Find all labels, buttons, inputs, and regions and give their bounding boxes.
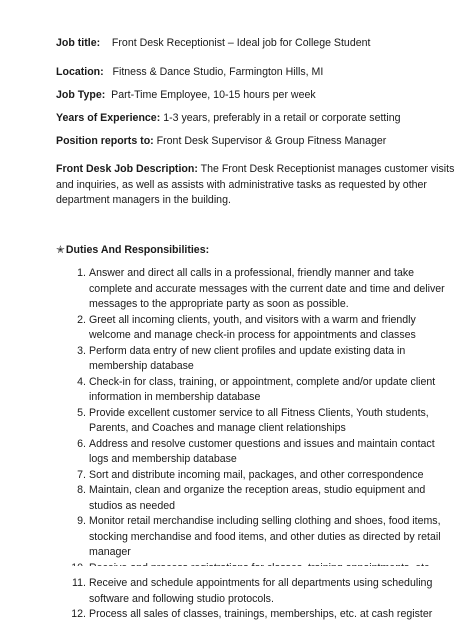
list-item-number: 6. bbox=[77, 437, 86, 450]
duties-heading-text: Duties And Responsibilities: bbox=[65, 244, 210, 256]
list-item bbox=[56, 437, 456, 468]
list-item-number: 1. bbox=[77, 267, 86, 279]
list-item-text: Maintain, clean and organize the reception areas, studio equipment and studios as needed bbox=[89, 484, 426, 512]
page-bottom-edge bbox=[0, 566, 474, 576]
description-label: Front Desk Job Description: bbox=[56, 163, 198, 175]
reports-to-line bbox=[56, 134, 454, 150]
reports-to-value: Front Desk Supervisor & Group Fitness Manager bbox=[156, 135, 387, 147]
location-line bbox=[56, 65, 454, 81]
list-item-text: Receive and schedule appointments for all departments using scheduling software and following studio protocols. bbox=[89, 577, 433, 605]
job-type-label: Job Type: bbox=[56, 89, 106, 101]
experience-line bbox=[56, 111, 454, 127]
list-item bbox=[56, 483, 456, 514]
job-title-label: Job title: bbox=[56, 37, 101, 49]
list-item-number: 12. bbox=[71, 608, 86, 620]
list-item-text: Check-in for class, training, or appointment, complete and/or update client information in membership database bbox=[89, 375, 436, 403]
reports-to-label: Position reports to: bbox=[56, 135, 154, 147]
list-item-text: Perform data entry of new client profiles and update existing data in membership database bbox=[89, 344, 406, 372]
job-type-line bbox=[56, 88, 454, 104]
list-item bbox=[56, 514, 456, 561]
location-value: Fitness & Dance Studio, Farmington Hills, MI bbox=[112, 66, 324, 78]
list-item-text: Sort and distribute incoming mail, packages, and other correspondence bbox=[89, 468, 424, 481]
star-icon: ✭ bbox=[56, 244, 65, 256]
list-item-text: Address and resolve customer questions and issues and maintain contact logs and membership database bbox=[89, 437, 435, 465]
job-title-value: Front Desk Receptionist – Ideal job for College Student bbox=[111, 37, 371, 49]
list-item-number: 7. bbox=[77, 468, 86, 481]
list-item bbox=[56, 313, 456, 344]
list-item-text: Provide excellent customer service to all Fitness Clients, Youth students, Parents, and Coaches and manage client relationships bbox=[89, 406, 429, 434]
experience-label: Years of Experience: bbox=[56, 112, 161, 124]
list-item-number: 8. bbox=[77, 484, 86, 496]
list-item-number: 9. bbox=[77, 515, 86, 527]
list-item-number: 2. bbox=[77, 313, 86, 326]
description-value: The Front Desk Receptionist manages customer visits and inquiries, as well as assists with administrative tasks as requested by other department managers in the building. bbox=[56, 163, 455, 206]
job-type-value: Part-Time Employee, 10-15 hours per week bbox=[111, 89, 316, 101]
list-item-text: Process all sales of classes, trainings, memberships, etc. at cash register bbox=[89, 608, 433, 620]
list-item-text: Answer and direct all calls in a professional, friendly manner and take complete and accurate messages with the current date and time and deliver messages to the appropriate party as soon as possible. bbox=[89, 267, 445, 310]
list-item bbox=[56, 266, 456, 313]
list-item-text: Monitor retail merchandise including selling clothing and shoes, food items, stocking merchandise and food items, and other duties as directed by retail manager bbox=[89, 515, 441, 558]
list-item-number: 5. bbox=[77, 406, 86, 419]
duties-heading bbox=[56, 243, 209, 259]
list-item-text: Greet all incoming clients, youth, and visitors with a warm and friendly welcome and manage check-in process for appointments and classes bbox=[89, 313, 416, 341]
job-title-line bbox=[56, 36, 454, 52]
location-label: Location: bbox=[56, 66, 104, 78]
list-item-number: 3. bbox=[77, 344, 86, 357]
experience-value: 1-3 years, preferably in a retail or corporate setting bbox=[163, 112, 401, 124]
list-item bbox=[56, 576, 456, 607]
description-paragraph bbox=[56, 162, 456, 209]
list-item-number: 11. bbox=[72, 577, 86, 589]
list-item bbox=[56, 406, 456, 437]
list-item bbox=[56, 607, 456, 623]
list-item bbox=[56, 468, 456, 484]
list-item bbox=[56, 344, 456, 375]
list-item-number: 4. bbox=[77, 375, 86, 388]
list-item bbox=[56, 375, 456, 406]
